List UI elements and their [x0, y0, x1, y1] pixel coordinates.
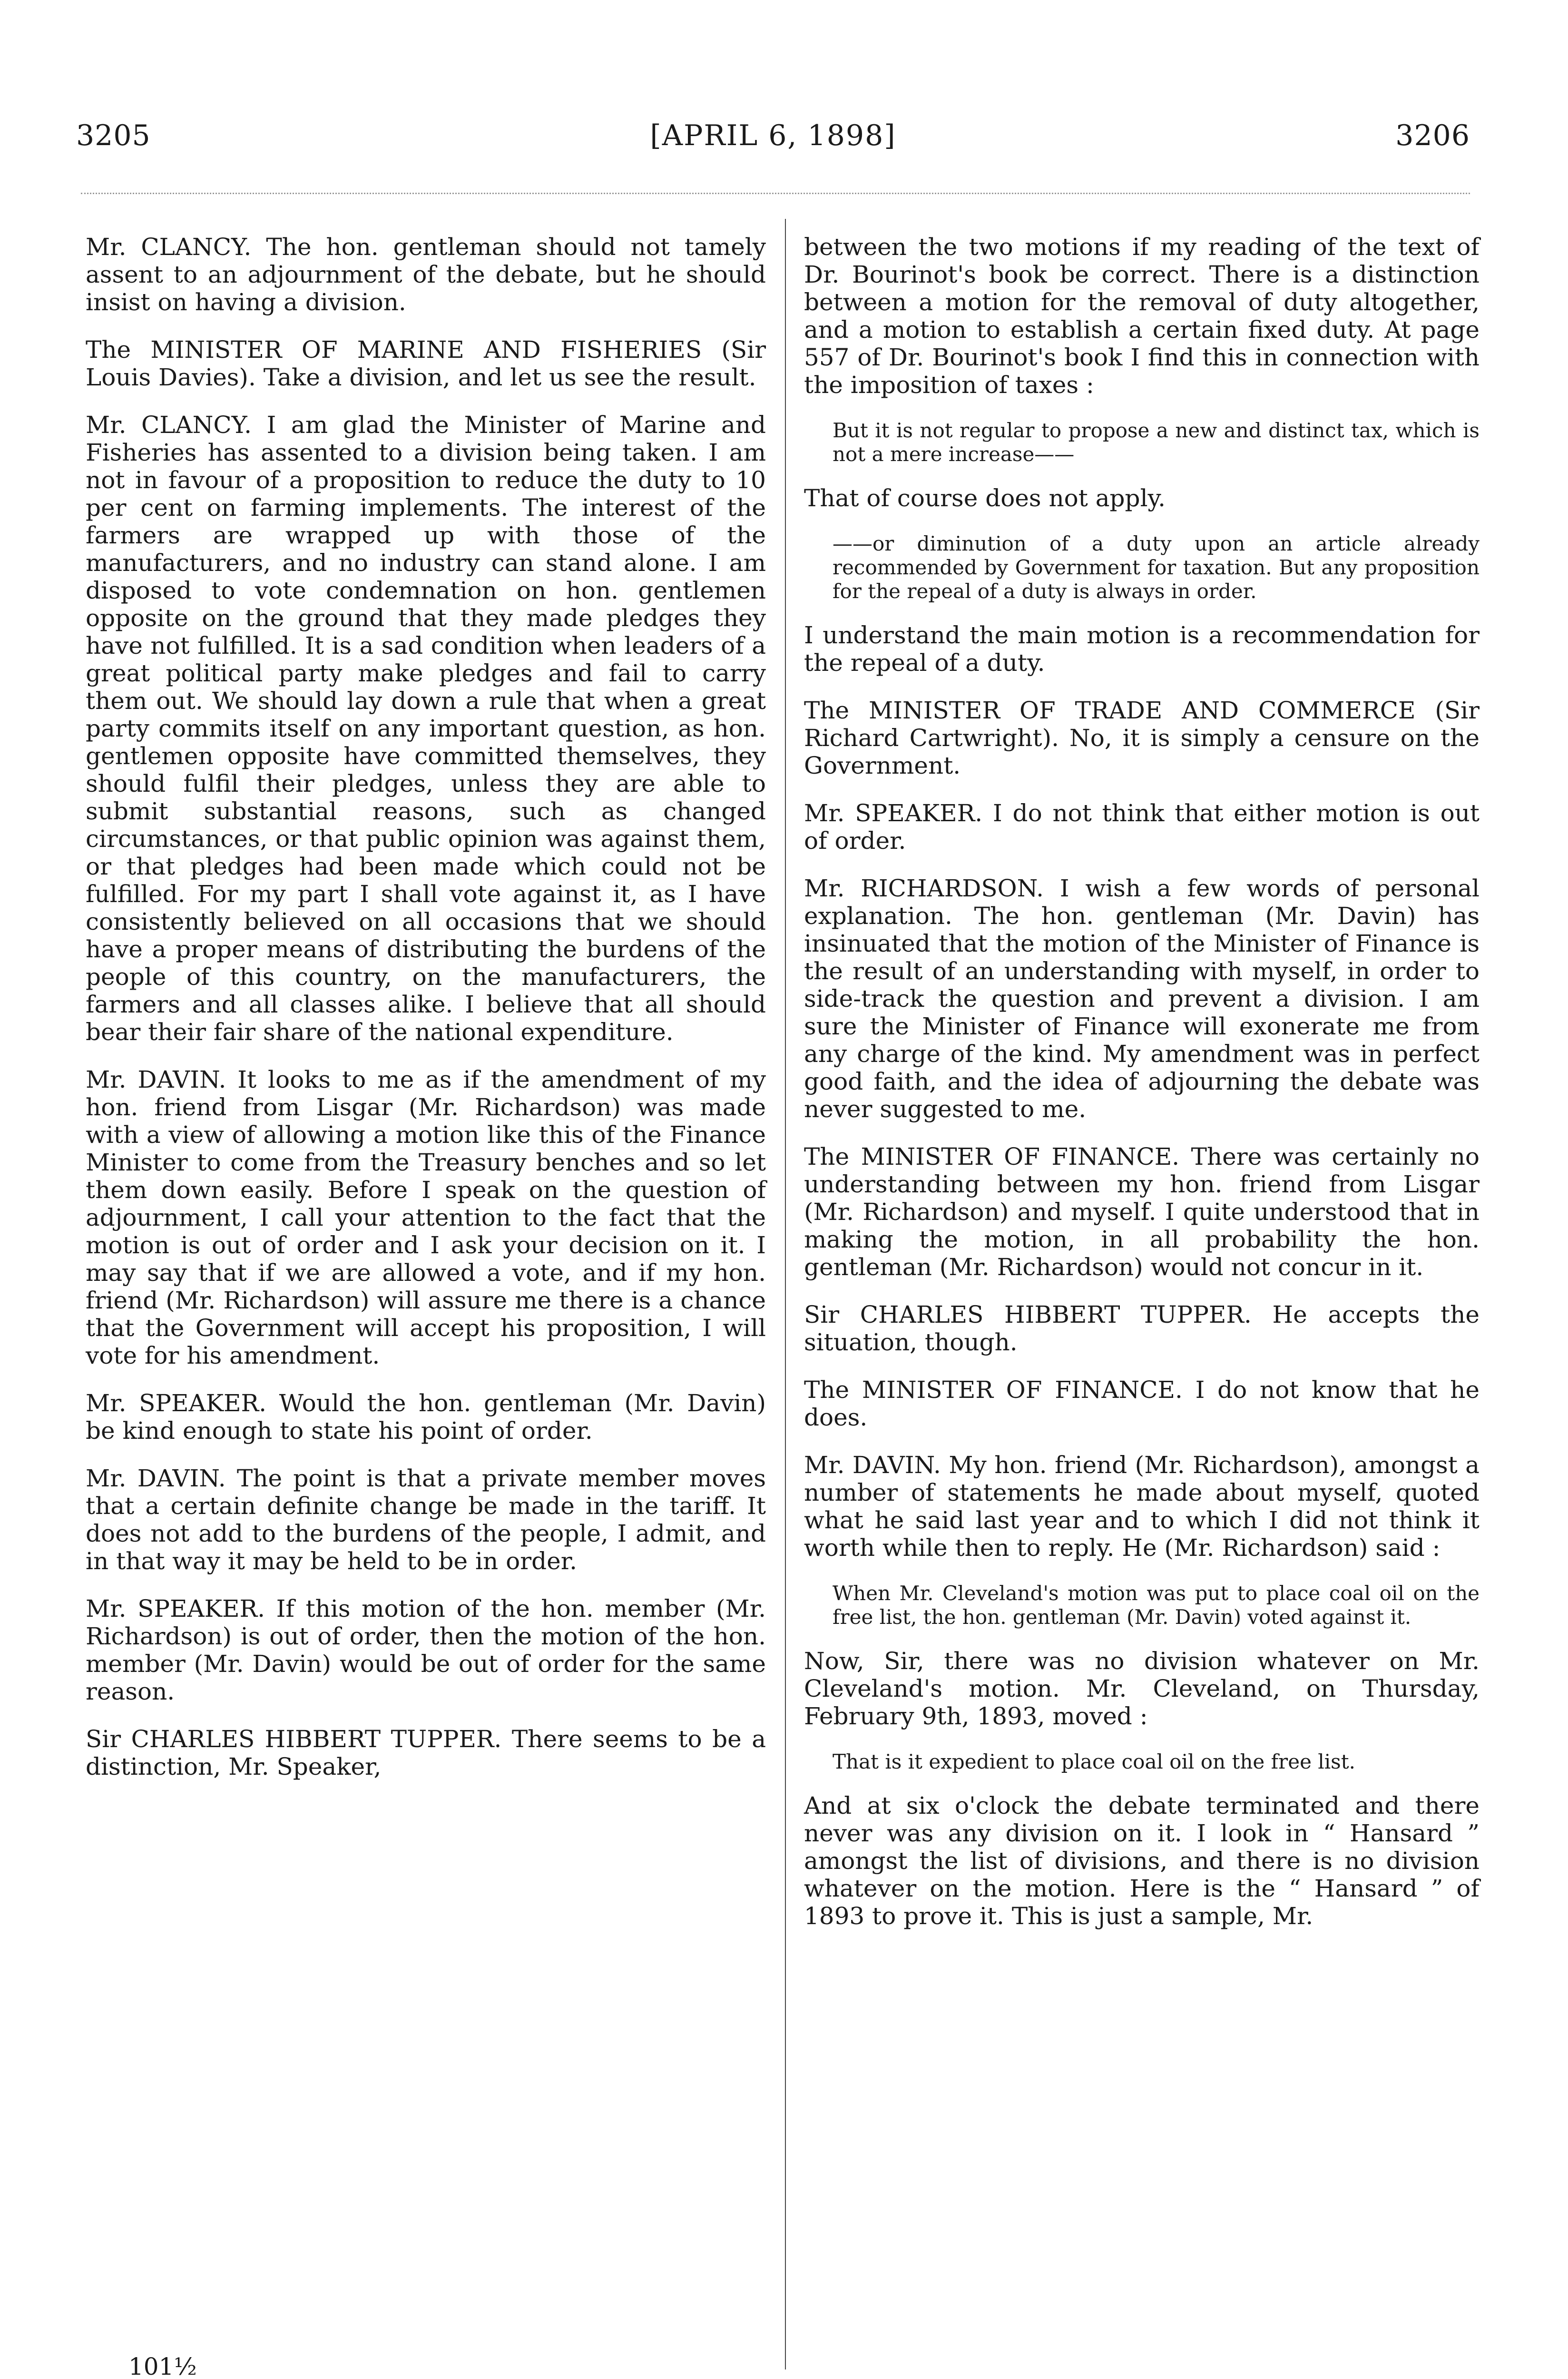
footer-signature: 101½ [128, 2353, 197, 2379]
page-number-right: 3206 [1395, 119, 1470, 152]
paragraph: between the two motions if my reading of the text of Dr. Bourinot's book be correct. There is a distinction between a motion for the removal of duty altogether, and a motion to establish a certain fixed duty. At page 557 of Dr. Bourinot's book I find this in connection with the imposition of taxes : [804, 233, 1480, 399]
paragraph: Mr. SPEAKER. Would the hon. gentleman (Mr. Davin) be kind enough to state his point of order. [86, 1389, 766, 1445]
column-divider [785, 219, 786, 2369]
quoted-paragraph: ——or diminution of a duty upon an article already recommended by Government for taxation. But any proposition for the repeal of a duty is always in order. [833, 532, 1480, 603]
paragraph: Mr. DAVIN. The point is that a private member moves that a certain definite change be made in the tariff. It does not add to the burdens of the people, I admit, and in that way it may be held to be in order. [86, 1465, 766, 1575]
paragraph: Mr. DAVIN. It looks to me as if the amendment of my hon. friend from Lisgar (Mr. Richardson) was made with a view of allowing a motion like this of the Finance Minister to come from the Treasury benches and so let them down easily. Before I speak on the question of adjournment, I call your attention to the fact that the motion is out of order and I ask your decision on it. I may say that if we are allowed a vote, and if my hon. friend (Mr. Richardson) will assure me there is a chance that the Government will accept his proposition, I will vote for his amendment. [86, 1066, 766, 1369]
page-number-left: 3205 [76, 119, 151, 152]
paragraph: The MINISTER OF FINANCE. I do not know that he does. [804, 1376, 1480, 1431]
quoted-paragraph: When Mr. Cleveland's motion was put to place coal oil on the free list, the hon. gentleman (Mr. Davin) voted against it. [833, 1582, 1480, 1629]
quoted-paragraph: That is it expedient to place coal oil on the free list. [833, 1750, 1355, 1773]
paragraph: The MINISTER OF MARINE AND FISHERIES (Sir Louis Davies). Take a division, and let us see the result. [86, 336, 766, 391]
header-rule [81, 193, 1470, 194]
paragraph: Mr. RICHARDSON. I wish a few words of personal explanation. The hon. gentleman (Mr. Davin) has insinuated that the motion of the Minister of Finance is the result of an understanding with myself, in order to side-track the question and prevent a division. I am sure the Minister of Finance will exonerate me from any charge of the kind. My amendment was in perfect good faith, and the idea of adjourning the debate was never suggested to me. [804, 875, 1480, 1123]
paragraph: I understand the main motion is a recommendation for the repeal of a duty. [804, 621, 1480, 677]
paragraph: Mr. SPEAKER. I do not think that either motion is out of order. [804, 799, 1480, 855]
paragraph: Sir CHARLES HIBBERT TUPPER. There seems to be a distinction, Mr. Speaker, [86, 1725, 766, 1780]
paragraph: Mr. DAVIN. My hon. friend (Mr. Richardson), amongst a number of statements he made about myself, quoted what he said last year and to which I did not think it worth while then to reply. He (Mr. Richardson) said : [804, 1451, 1480, 1562]
paragraph: That of course does not apply. [804, 484, 1166, 512]
right-column [804, 233, 1480, 1950]
paragraph: Mr. CLANCY. I am glad the Minister of Marine and Fisheries has assented to a division being taken. I am not in favour of a proposition to reduce the duty to 10 per cent on farming implements. The interest of the farmers are wrapped up with those of the manufacturers, and no industry can stand alone. I am disposed to vote condemnation on hon. gentlemen opposite on the ground that they made pledges they have not fulfilled. It is a sad condition when leaders of a great political party make pledges and fail to carry them out. We should lay down a rule that when a great party commits itself on any important question, as hon. gentlemen opposite have committed themselves, they should fulfil their pledges, unless they are able to submit substantial reasons, such as changed circumstances, or that public opinion was against them, or that pledges had been made which could not be fulfilled. For my part I shall vote against it, as I have consistently believed on all occasions that we should have a proper means of distributing the burdens of the people of this country, on the manufacturers, the farmers and all classes alike. I believe that all should bear their fair share of the national expenditure. [86, 411, 766, 1046]
page-date: [APRIL 6, 1898] [650, 119, 896, 152]
paragraph: The MINISTER OF TRADE AND COMMERCE (Sir Richard Cartwright). No, it is simply a censure on the Government. [804, 697, 1480, 779]
paragraph: The MINISTER OF FINANCE. There was certainly no understanding between my hon. friend from Lisgar (Mr. Richardson) and myself. I quite understood that in making the motion, in all probability the hon. gentleman (Mr. Richardson) would not concur in it. [804, 1143, 1480, 1281]
paragraph: Sir CHARLES HIBBERT TUPPER. He accepts the situation, though. [804, 1301, 1480, 1356]
left-column [86, 233, 766, 1800]
paragraph: Now, Sir, there was no division whatever on Mr. Cleveland's motion. Mr. Cleveland, on Thursday, February 9th, 1893, moved : [804, 1647, 1480, 1730]
paragraph: And at six o'clock the debate terminated and there never was any division on it. I look in “ Hansard ” amongst the list of divisions, and there is no division whatever on the motion. Here is the “ Hansard ” of 1893 to prove it. This is just a sample, Mr. [804, 1792, 1480, 1930]
paragraph: Mr. CLANCY. The hon. gentleman should not tamely assent to an adjournment of the debate, but he should insist on having a division. [86, 233, 766, 316]
page-header [76, 119, 1470, 162]
paragraph: Mr. SPEAKER. If this motion of the hon. member (Mr. Richardson) is out of order, then the motion of the hon. member (Mr. Davin) would be out of order for the same reason. [86, 1595, 766, 1705]
quoted-paragraph: But it is not regular to propose a new and distinct tax, which is not a mere increase—— [833, 419, 1480, 466]
